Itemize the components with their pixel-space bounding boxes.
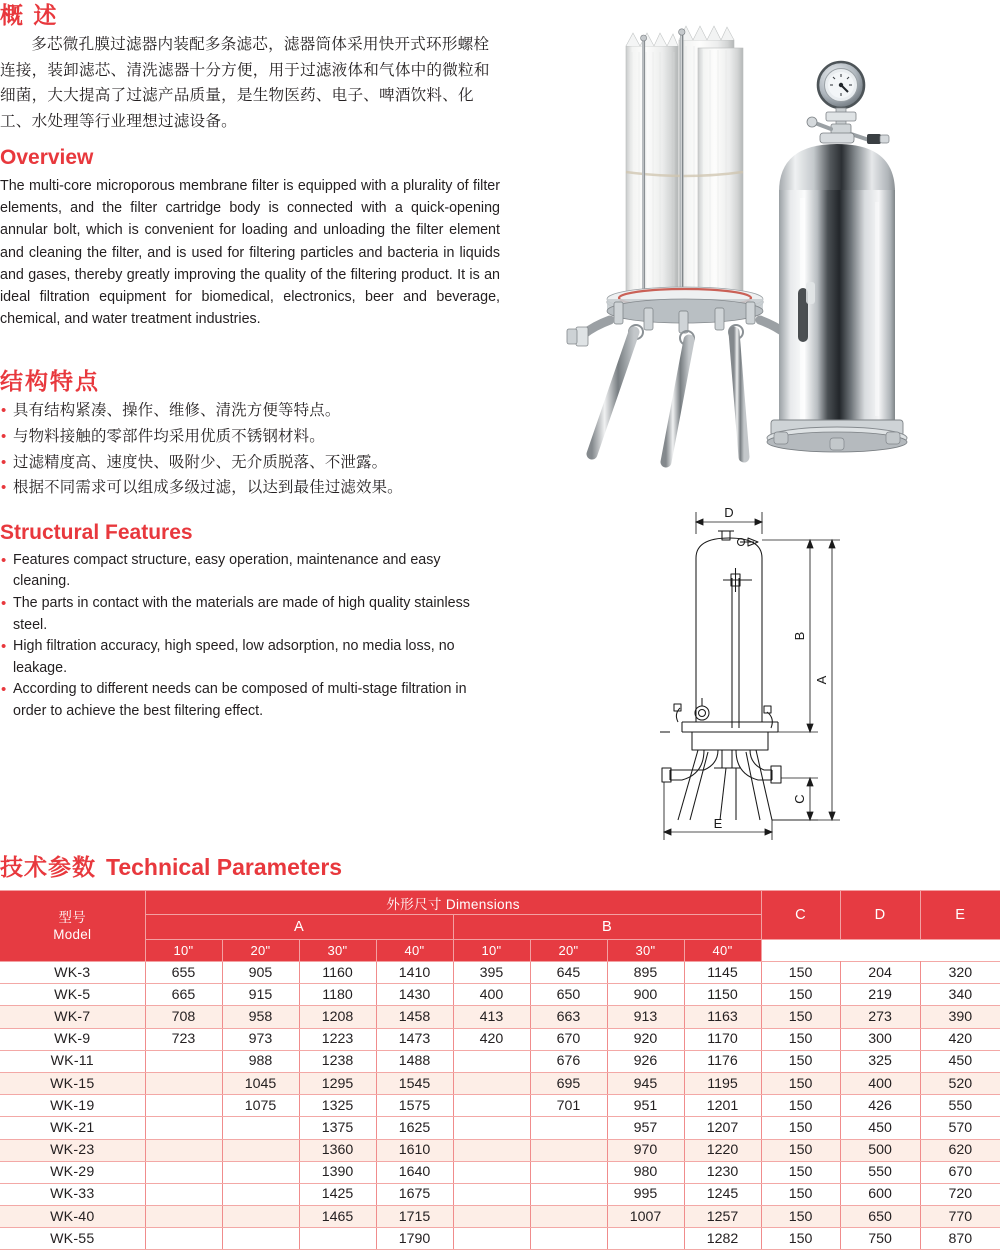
cell-d: 600	[840, 1183, 920, 1205]
cell-a-10	[145, 1139, 222, 1161]
dimension-label-e: E	[713, 816, 723, 831]
cell-b-30: 913	[607, 1006, 684, 1028]
cell-a-40: 1430	[376, 984, 453, 1006]
cell-b-10: 420	[453, 1028, 530, 1050]
column-header-c: C	[761, 891, 840, 940]
features-title-en: Structural Features	[0, 520, 193, 544]
bullet-dot-icon: •	[1, 594, 7, 612]
cell-b-30: 951	[607, 1095, 684, 1117]
column-header-b-10: 10"	[453, 940, 530, 962]
cell-a-20: 905	[222, 962, 299, 984]
list-item-label: 根据不同需求可以组成多级过滤，以达到最佳过滤效果。	[13, 479, 403, 497]
list-item	[0, 679, 500, 722]
cell-a-20: 1045	[222, 1072, 299, 1094]
overview-body-en: The multi-core microporous membrane filter is equipped with a plurality of filter elements, and the filter cartridge body is connected with a quick-opening annular bolt, which is convenient for loading and unloading the filter element and cleaning the filter, and is used for filtering particles and bacteria in liquids and gases, thereby greatly improving the quality of the filtering product. It is an ideal filtration equipment for biomedical, electronics, beer and beverage, chemical, and water treatment industries.	[0, 178, 500, 328]
product-photo	[548, 2, 1000, 472]
cell-model: WK-21	[0, 1117, 145, 1139]
cell-d: 426	[840, 1095, 920, 1117]
cell-b-40: 1245	[684, 1183, 761, 1205]
cell-b-10	[453, 1050, 530, 1072]
model-head-cn: 型号	[58, 910, 86, 925]
cell-b-30: 957	[607, 1117, 684, 1139]
cell-c: 150	[761, 1117, 840, 1139]
cell-c: 150	[761, 1161, 840, 1183]
cell-b-10	[453, 1161, 530, 1183]
text-column	[0, 0, 500, 723]
table-row	[0, 1117, 1000, 1139]
cell-a-40: 1473	[376, 1028, 453, 1050]
bullet-dot-icon: •	[1, 402, 7, 420]
cell-b-30: 980	[607, 1161, 684, 1183]
cell-d: 450	[840, 1117, 920, 1139]
cell-a-10	[145, 1095, 222, 1117]
cell-model: WK-11	[0, 1050, 145, 1072]
table-row	[0, 1228, 1000, 1250]
cell-c: 150	[761, 1006, 840, 1028]
table-row	[0, 962, 1000, 984]
list-item-label: According to different needs can be composed of multi-stage filtration in order to achieve the best filtering effect.	[13, 681, 467, 719]
cell-c: 150	[761, 1139, 840, 1161]
cell-b-40: 1150	[684, 984, 761, 1006]
cell-a-30: 1223	[299, 1028, 376, 1050]
cell-a-20: 958	[222, 1006, 299, 1028]
cell-b-30: 900	[607, 984, 684, 1006]
cell-b-20	[530, 1183, 607, 1205]
cell-b-30: 970	[607, 1139, 684, 1161]
cell-a-30: 1160	[299, 962, 376, 984]
dimension-label-d: D	[724, 505, 734, 520]
cell-b-20: 645	[530, 962, 607, 984]
cell-e: 670	[920, 1161, 1000, 1183]
table-row	[0, 1206, 1000, 1228]
cell-a-10	[145, 1161, 222, 1183]
cell-b-40: 1163	[684, 1006, 761, 1028]
bullet-dot-icon: •	[1, 681, 7, 699]
cell-model: WK-5	[0, 984, 145, 1006]
cell-a-20	[222, 1161, 299, 1183]
parameters-title-cn: 技术参数	[0, 854, 96, 880]
column-header-e: E	[920, 891, 1000, 940]
specifications-table-body	[0, 962, 1000, 1250]
cell-a-10: 708	[145, 1006, 222, 1028]
table-row	[0, 1095, 1000, 1117]
cell-a-30: 1295	[299, 1072, 376, 1094]
overview-title-en: Overview	[0, 146, 94, 169]
column-header-group-b: B	[453, 915, 761, 940]
cell-b-40: 1230	[684, 1161, 761, 1183]
cell-e: 770	[920, 1206, 1000, 1228]
cartridge-assembly	[567, 26, 803, 462]
cell-a-20: 1075	[222, 1095, 299, 1117]
cell-d: 325	[840, 1050, 920, 1072]
cell-e: 620	[920, 1139, 1000, 1161]
cell-b-30: 920	[607, 1028, 684, 1050]
cell-b-20: 676	[530, 1050, 607, 1072]
cell-a-40: 1458	[376, 1006, 453, 1028]
list-item-label: 过滤精度高、速度快、吸附少、无介质脱落、不泄露。	[13, 453, 388, 471]
cell-model: WK-3	[0, 962, 145, 984]
cell-a-20	[222, 1139, 299, 1161]
bullet-dot-icon: •	[1, 551, 7, 569]
list-item	[0, 636, 500, 679]
cell-a-10: 655	[145, 962, 222, 984]
cell-a-30: 1180	[299, 984, 376, 1006]
cell-a-10	[145, 1183, 222, 1205]
list-item	[0, 450, 500, 476]
cell-a-30: 1375	[299, 1117, 376, 1139]
cell-a-10	[145, 1228, 222, 1250]
list-item-label: High filtration accuracy, high speed, low adsorption, no media loss, no leakage.	[13, 638, 455, 676]
cell-model: WK-7	[0, 1006, 145, 1028]
cell-model: WK-19	[0, 1095, 145, 1117]
cell-b-10: 395	[453, 962, 530, 984]
dimension-label-a: A	[814, 675, 829, 685]
cell-a-30: 1465	[299, 1206, 376, 1228]
cell-a-40: 1640	[376, 1161, 453, 1183]
cell-b-30: 945	[607, 1072, 684, 1094]
cell-b-10: 413	[453, 1006, 530, 1028]
cell-b-30: 926	[607, 1050, 684, 1072]
list-item	[0, 475, 500, 501]
cell-e: 520	[920, 1072, 1000, 1094]
cell-b-10	[453, 1206, 530, 1228]
cell-b-20: 663	[530, 1006, 607, 1028]
cell-d: 219	[840, 984, 920, 1006]
cell-c: 150	[761, 962, 840, 984]
cell-b-30: 895	[607, 962, 684, 984]
column-header-d: D	[840, 891, 920, 940]
cell-d: 550	[840, 1161, 920, 1183]
cell-model: WK-55	[0, 1228, 145, 1250]
cell-e: 320	[920, 962, 1000, 984]
column-header-a-10: 10"	[145, 940, 222, 962]
cell-d: 750	[840, 1228, 920, 1250]
cell-b-20	[530, 1117, 607, 1139]
cell-model: WK-33	[0, 1183, 145, 1205]
cell-c: 150	[761, 1206, 840, 1228]
cell-b-20: 650	[530, 984, 607, 1006]
table-row	[0, 1028, 1000, 1050]
list-item	[0, 424, 500, 450]
cell-a-10: 665	[145, 984, 222, 1006]
cell-c: 150	[761, 1095, 840, 1117]
bullet-dot-icon: •	[1, 479, 7, 497]
features-list-cn	[0, 398, 500, 500]
cell-c: 150	[761, 1183, 840, 1205]
column-header-b-30: 30"	[607, 940, 684, 962]
cell-b-40: 1176	[684, 1050, 761, 1072]
cell-model: WK-23	[0, 1139, 145, 1161]
cell-model: WK-29	[0, 1161, 145, 1183]
cell-b-10	[453, 1183, 530, 1205]
cell-c: 150	[761, 1050, 840, 1072]
cell-b-30: 995	[607, 1183, 684, 1205]
bullet-dot-icon: •	[1, 638, 7, 656]
column-header-a-40: 40"	[376, 940, 453, 962]
cell-b-30: 1007	[607, 1206, 684, 1228]
list-item-label: 与物料接触的零部件均采用优质不锈钢材料。	[13, 428, 325, 446]
list-item-label: The parts in contact with the materials are made of high quality stainless steel.	[13, 594, 470, 633]
filter-housing	[767, 62, 907, 452]
column-header-group-a: A	[145, 915, 453, 940]
cell-d: 300	[840, 1028, 920, 1050]
cell-b-10	[453, 1139, 530, 1161]
cell-d: 500	[840, 1139, 920, 1161]
cell-a-10	[145, 1206, 222, 1228]
cell-a-40: 1625	[376, 1117, 453, 1139]
cell-b-20	[530, 1139, 607, 1161]
cell-d: 204	[840, 962, 920, 984]
column-header-a-30: 30"	[299, 940, 376, 962]
cell-b-10: 400	[453, 984, 530, 1006]
list-item	[0, 398, 500, 424]
cell-e: 390	[920, 1006, 1000, 1028]
table-row	[0, 984, 1000, 1006]
table-row	[0, 1161, 1000, 1183]
list-item-label: Features compact structure, easy operation, maintenance and easy cleaning.	[13, 551, 441, 590]
cell-b-10	[453, 1117, 530, 1139]
cell-a-40: 1488	[376, 1050, 453, 1072]
cell-a-30: 1360	[299, 1139, 376, 1161]
cell-a-30: 1325	[299, 1095, 376, 1117]
column-header-b-20: 20"	[530, 940, 607, 962]
cell-b-20: 670	[530, 1028, 607, 1050]
cell-e: 420	[920, 1028, 1000, 1050]
cell-a-10	[145, 1117, 222, 1139]
cell-a-30: 1390	[299, 1161, 376, 1183]
cell-b-20: 701	[530, 1095, 607, 1117]
cell-b-40: 1207	[684, 1117, 761, 1139]
cell-b-20: 695	[530, 1072, 607, 1094]
cell-e: 570	[920, 1117, 1000, 1139]
cell-a-40: 1410	[376, 962, 453, 984]
cell-d: 650	[840, 1206, 920, 1228]
cell-a-40: 1675	[376, 1183, 453, 1205]
cell-d: 400	[840, 1072, 920, 1094]
features-list-en	[0, 550, 500, 723]
cell-a-10: 723	[145, 1028, 222, 1050]
cell-b-30	[607, 1228, 684, 1250]
cell-b-40: 1257	[684, 1206, 761, 1228]
table-row	[0, 1050, 1000, 1072]
cell-a-40: 1715	[376, 1206, 453, 1228]
list-item	[0, 550, 500, 593]
cell-b-40: 1220	[684, 1139, 761, 1161]
cell-a-20	[222, 1228, 299, 1250]
column-header-b-40: 40"	[684, 940, 761, 962]
table-row	[0, 1183, 1000, 1205]
dimension-drawing	[640, 500, 1000, 850]
cell-e: 870	[920, 1228, 1000, 1250]
cell-d: 273	[840, 1006, 920, 1028]
cell-model: WK-9	[0, 1028, 145, 1050]
column-header-a-20: 20"	[222, 940, 299, 962]
cell-a-30: 1238	[299, 1050, 376, 1072]
cell-b-10	[453, 1072, 530, 1094]
model-head-en: Model	[53, 927, 92, 942]
column-header-dimensions: 外形尺寸 Dimensions	[145, 891, 761, 915]
column-header-model	[0, 891, 145, 962]
cell-b-40: 1195	[684, 1072, 761, 1094]
cell-b-40: 1201	[684, 1095, 761, 1117]
dimension-label-c: C	[792, 794, 807, 804]
cell-e: 720	[920, 1183, 1000, 1205]
cell-a-40: 1610	[376, 1139, 453, 1161]
cell-e: 450	[920, 1050, 1000, 1072]
cell-a-20	[222, 1117, 299, 1139]
cell-b-40: 1282	[684, 1228, 761, 1250]
cell-a-40: 1790	[376, 1228, 453, 1250]
cell-a-20	[222, 1183, 299, 1205]
cell-c: 150	[761, 984, 840, 1006]
overview-body-cn: 多芯微孔膜过滤器内装配多条滤芯，滤器筒体采用快开式环形螺栓连接，装卸滤芯、清洗滤器十分方便，用于过滤液体和气体中的微粒和细菌，大大提高了过滤产品质量，是生物医药、电子、啤酒饮料、化工、水处理等行业理想过滤设备。	[0, 36, 490, 130]
cell-a-10	[145, 1072, 222, 1094]
cell-a-20	[222, 1206, 299, 1228]
features-title-cn: 结构特点	[0, 368, 100, 395]
table-row	[0, 1139, 1000, 1161]
bullet-dot-icon: •	[1, 453, 7, 471]
cell-model: WK-40	[0, 1206, 145, 1228]
cell-a-30: 1208	[299, 1006, 376, 1028]
cell-b-20	[530, 1206, 607, 1228]
dimension-label-b: B	[792, 631, 807, 641]
cell-a-30: 1425	[299, 1183, 376, 1205]
cell-b-10	[453, 1095, 530, 1117]
cell-e: 550	[920, 1095, 1000, 1117]
table-row	[0, 1006, 1000, 1028]
cell-b-10	[453, 1228, 530, 1250]
cell-b-40: 1170	[684, 1028, 761, 1050]
cell-e: 340	[920, 984, 1000, 1006]
overview-title-cn: 概 述	[0, 2, 59, 28]
cell-model: WK-15	[0, 1072, 145, 1094]
cell-b-20	[530, 1228, 607, 1250]
cell-c: 150	[761, 1072, 840, 1094]
cell-a-20: 988	[222, 1050, 299, 1072]
bullet-dot-icon: •	[1, 428, 7, 446]
cell-a-40: 1545	[376, 1072, 453, 1094]
table-row	[0, 1072, 1000, 1094]
cell-a-20: 973	[222, 1028, 299, 1050]
cell-a-20: 915	[222, 984, 299, 1006]
parameters-title-en: Technical Parameters	[106, 854, 343, 880]
cell-c: 150	[761, 1028, 840, 1050]
list-item	[0, 593, 500, 636]
cell-a-10	[145, 1050, 222, 1072]
cell-a-40: 1575	[376, 1095, 453, 1117]
cell-b-20	[530, 1161, 607, 1183]
cell-c: 150	[761, 1228, 840, 1250]
list-item-label: 具有结构紧凑、操作、维修、清洗方便等特点。	[13, 402, 341, 420]
specifications-table	[0, 890, 1000, 1250]
parameters-heading	[0, 852, 342, 882]
cell-a-30	[299, 1228, 376, 1250]
cell-b-40: 1145	[684, 962, 761, 984]
